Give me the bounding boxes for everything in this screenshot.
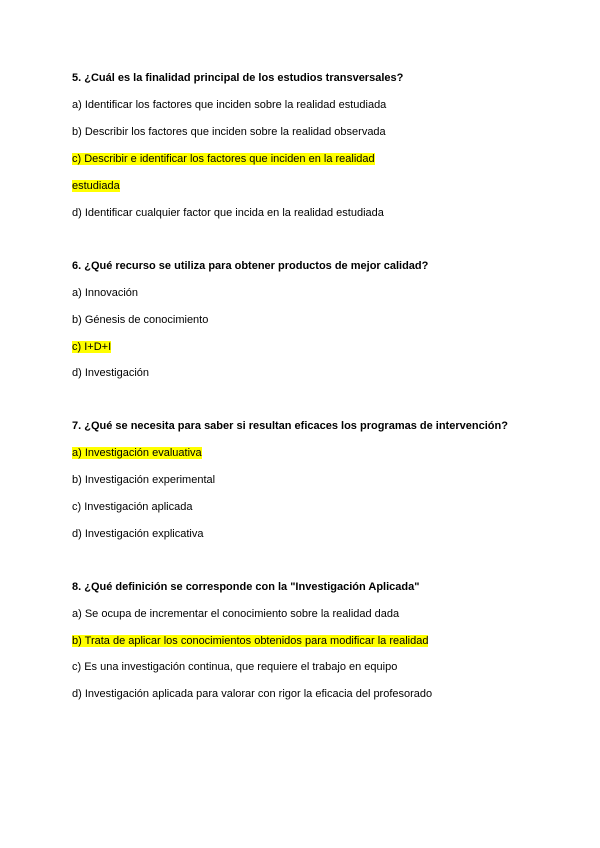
question-5-option-d: d) Identificar cualquier factor que incida en la realidad estudiada: [72, 207, 384, 219]
question-7-option-b: b) Investigación experimental: [72, 474, 216, 486]
question-6-option-a: a) Innovación: [72, 287, 139, 299]
question-5-option-c-continuation: estudiada: [72, 180, 120, 192]
question-8-option-a: a) Se ocupa de incrementar el conocimiento sobre la realidad dada: [72, 608, 400, 620]
question-6-title: 6. ¿Qué recurso se utiliza para obtener productos de mejor calidad?: [72, 260, 429, 272]
question-7-title: 7. ¿Qué se necesita para saber si resultan eficaces los programas de intervención?: [72, 420, 508, 432]
question-6-option-b: b) Génesis de conocimiento: [72, 314, 209, 326]
question-8-option-d: d) Investigación aplicada para valorar con rigor la eficacia del profesorado: [72, 688, 433, 700]
question-8-option-b-correct: b) Trata de aplicar los conocimientos obtenidos para modificar la realidad: [72, 635, 429, 647]
question-5-option-b: b) Describir los factores que inciden sobre la realidad observada: [72, 126, 386, 138]
question-7-option-d: d) Investigación explicativa: [72, 528, 204, 540]
question-8-title: 8. ¿Qué definición se corresponde con la "Investigación Aplicada": [72, 581, 420, 593]
question-5-option-c-correct: c) Describir e identificar los factores que inciden en la realidad: [72, 153, 375, 165]
question-5-title: 5. ¿Cuál es la finalidad principal de los estudios transversales?: [72, 72, 404, 84]
question-5-option-a: a) Identificar los factores que inciden sobre la realidad estudiada: [72, 99, 387, 111]
question-6-option-c-correct: c) I+D+I: [72, 341, 112, 353]
question-7-option-a-correct: a) Investigación evaluativa: [72, 447, 202, 459]
question-6-option-d: d) Investigación: [72, 367, 150, 379]
question-8-option-c: c) Es una investigación continua, que requiere el trabajo en equipo: [72, 661, 398, 673]
question-7-option-c: c) Investigación aplicada: [72, 501, 193, 513]
